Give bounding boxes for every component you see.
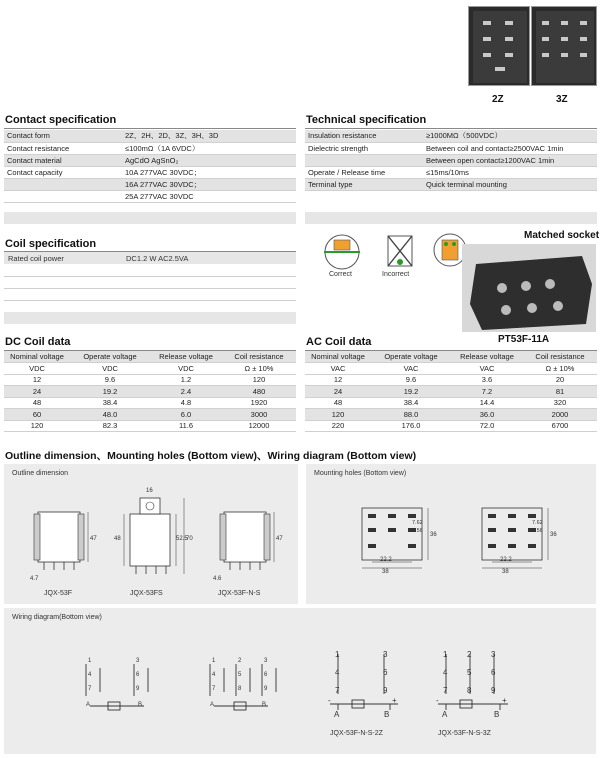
ac-data-row [305, 397, 597, 409]
ac-cell: 320 [523, 397, 597, 409]
w4-plus: + [502, 696, 507, 705]
dc-cell: VDC [150, 363, 222, 375]
contact-key: Contact form [4, 130, 122, 142]
technical-value: Between coil and contact≥2500VAC 1min [423, 142, 597, 154]
contact-spec-table [4, 130, 296, 203]
dim-48: 48 [114, 536, 121, 542]
w1-pin-6: 6 [136, 672, 140, 678]
dim-7-62-b: 7.62 [532, 520, 543, 526]
dc-data-row [4, 397, 296, 409]
dc-cell: 1.2 [150, 374, 222, 386]
contact-row [4, 142, 296, 154]
dc-cell: Nominal voltage [4, 351, 70, 363]
ac-data-row [305, 409, 597, 421]
coil-line-2 [4, 288, 296, 289]
coil-line-1 [4, 276, 296, 277]
w4-pin-8: 8 [467, 686, 472, 695]
dc-cell: Coil resistance [222, 351, 296, 363]
w3-pin-3: 3 [383, 650, 388, 659]
dc-data-row [4, 409, 296, 421]
correct-label: Correct [329, 271, 352, 278]
ac-cell: 176.0 [371, 420, 451, 432]
coil-spec-title: Coil specification [5, 238, 97, 250]
w3-minus: - [328, 696, 331, 705]
ac-cell: 38.4 [371, 397, 451, 409]
dc-data-row [4, 386, 296, 398]
dim-47-a: 47 [90, 536, 97, 542]
dc-cell: 48.0 [70, 409, 150, 421]
dim-38-a: 38 [382, 569, 389, 575]
dc-cell: 120 [222, 374, 296, 386]
ac-cell: Coil resistance [523, 351, 597, 363]
technical-key: Operate / Release time [305, 166, 423, 178]
contact-value: 10A 277VAC 30VDC； [122, 166, 296, 178]
dc-cell: VDC [4, 363, 70, 375]
ac-cell: 14.4 [451, 397, 523, 409]
model-jqx-53f-n-s: JQX-53F-N-S [218, 590, 261, 597]
w4-pin-3: 3 [491, 650, 496, 659]
dc-cell: 6.0 [150, 409, 222, 421]
technical-spec-title: Technical specification [306, 114, 427, 126]
ac-cell: 120 [305, 409, 371, 421]
ac-cell: 220 [305, 420, 371, 432]
w2-pin-8: 8 [238, 686, 242, 692]
label-3z: 3Z [556, 94, 568, 105]
w4-pin-6: 6 [491, 668, 496, 677]
ac-cell: Ω ± 10% [523, 363, 597, 375]
w2-pin-7: 7 [212, 686, 216, 692]
w3-pin-b: B [384, 710, 390, 719]
w4-minus: - [436, 696, 439, 705]
dc-unit-row [4, 363, 296, 375]
w4-pin-5: 5 [467, 668, 472, 677]
w1-pin-7: 7 [88, 686, 92, 692]
dc-header-row [4, 351, 296, 363]
w4-pin-4: 4 [443, 668, 448, 677]
relay-photo-2z [468, 6, 530, 86]
w2-pin-9: 9 [264, 686, 268, 692]
dim-47-b: 47 [276, 536, 283, 542]
dc-cell: 19.2 [70, 386, 150, 398]
ac-unit-row [305, 363, 597, 375]
w3-pin-1: 1 [335, 650, 340, 659]
socket-model: PT53F-11A [498, 334, 550, 345]
dim-4-6: 4.6 [213, 576, 222, 582]
label-2z: 2Z [492, 94, 504, 105]
contact-key [4, 190, 122, 202]
w2-pin-3: 3 [264, 658, 268, 664]
technical-key: Insulation resistance [305, 130, 423, 142]
technical-value: ≤15ms/10ms [423, 166, 597, 178]
contact-rule [4, 128, 296, 129]
w4-pin-b: B [494, 710, 500, 719]
technical-value: Between open contact≥1200VAC 1min [423, 154, 597, 166]
contact-value: AgCdO AgSnO₂ [122, 154, 296, 166]
dc-cell: 3000 [222, 409, 296, 421]
dc-cell: Release voltage [150, 351, 222, 363]
dc-cell: 480 [222, 386, 296, 398]
w4-pin-1: 1 [443, 650, 448, 659]
model-jqx-53f: JQX-53F [44, 590, 73, 597]
technical-row [305, 130, 597, 142]
contact-row [4, 154, 296, 166]
socket-photo [462, 244, 596, 332]
w1-pin-9: 9 [136, 686, 140, 692]
dim-52-5: 52.5 [176, 536, 188, 542]
install-correct-icon [318, 232, 366, 272]
ac-cell: 7.2 [451, 386, 523, 398]
dim-36-b: 36 [550, 532, 557, 538]
technical-graybar [305, 212, 597, 224]
ac-cell: 2000 [523, 409, 597, 421]
contact-key: Contact capacity [4, 166, 122, 178]
dim-5-56-b: 5.56 [532, 528, 543, 534]
ac-cell: VAC [305, 363, 371, 375]
dc-cell: 9.6 [70, 374, 150, 386]
dc-cell: 4.8 [150, 397, 222, 409]
ac-cell: 6700 [523, 420, 597, 432]
w4-pin-9: 9 [491, 686, 496, 695]
relay-2z-pins [469, 7, 531, 87]
dc-cell: 38.4 [70, 397, 150, 409]
w3-pin-6: 6 [383, 668, 388, 677]
ac-cell: 88.0 [371, 409, 451, 421]
wiring-model-2z: JQX-53F-N-S-2Z [330, 730, 383, 737]
technical-row [305, 154, 597, 166]
w4-pin-a: A [442, 710, 448, 719]
dim-36-a: 36 [430, 532, 437, 538]
ac-coil-table [305, 351, 597, 432]
w2-pin-6: 6 [264, 672, 268, 678]
ac-cell: Nominal voltage [305, 351, 371, 363]
contact-row [4, 166, 296, 178]
contact-value: ≤100mΩ（1A 6VDC） [122, 142, 296, 154]
dc-cell: 1920 [222, 397, 296, 409]
ac-cell: Operate voltage [371, 351, 451, 363]
ac-cell: 20 [523, 374, 597, 386]
dc-cell: 2.4 [150, 386, 222, 398]
w2-pin-2: 2 [238, 658, 242, 664]
ac-cell: 81 [523, 386, 597, 398]
ac-cell: 24 [305, 386, 371, 398]
technical-key [305, 154, 423, 166]
dim-16: 16 [146, 488, 153, 494]
contact-value: 25A 277VAC 30VDC [122, 190, 296, 202]
ac-cell: Release voltage [451, 351, 523, 363]
dc-cell: 48 [4, 397, 70, 409]
ac-data-row [305, 386, 597, 398]
dc-cell: 11.6 [150, 420, 222, 432]
outline-drawings [4, 478, 298, 590]
dc-coil-title: DC Coil data [5, 336, 71, 348]
ac-cell: 36.0 [451, 409, 523, 421]
w2-pin-1: 1 [212, 658, 216, 664]
dc-cell: 24 [4, 386, 70, 398]
contact-graybar [4, 212, 296, 224]
dc-data-row [4, 420, 296, 432]
ac-cell: 9.6 [371, 374, 451, 386]
relay-photo-3z [531, 6, 597, 86]
technical-spec-table [305, 130, 597, 191]
technical-key: Dielectric strength [305, 142, 423, 154]
technical-value: ≥1000MΩ（500VDC） [423, 130, 597, 142]
w4-pin-2: 2 [467, 650, 472, 659]
dc-cell: 120 [4, 420, 70, 432]
dc-cell: 60 [4, 409, 70, 421]
ac-cell: 48 [305, 397, 371, 409]
ac-cell: 19.2 [371, 386, 451, 398]
ac-cell: VAC [371, 363, 451, 375]
coil-graybar [4, 312, 296, 324]
outline-panel-title: Outline dimension [12, 470, 69, 477]
w3-pin-a: A [334, 710, 340, 719]
w3-pin-9: 9 [383, 686, 388, 695]
w1-pin-3: 3 [136, 658, 140, 664]
relay-3z-pins [532, 7, 598, 87]
model-jqx-53fs: JQX-53FS [130, 590, 163, 597]
contact-key: Contact resistance [4, 142, 122, 154]
technical-key: Terminal type [305, 178, 423, 190]
rated-coil-label: Rated coil power [8, 254, 64, 263]
ac-data-row [305, 420, 597, 432]
w1-pin-b: B [138, 702, 143, 708]
dc-cell: 12000 [222, 420, 296, 432]
socket-title: Matched socket [524, 230, 600, 241]
dim-4-7: 4.7 [30, 576, 39, 582]
dim-70: 70 [186, 536, 193, 542]
w2-pin-5: 5 [238, 672, 242, 678]
ac-cell: 3.6 [451, 374, 523, 386]
technical-row [305, 178, 597, 190]
w3-pin-7: 7 [335, 686, 340, 695]
w1-pin-4: 4 [88, 672, 92, 678]
technical-row [305, 142, 597, 154]
incorrect-label: Incorrect [382, 271, 410, 278]
dim-5-56-a: 5.56 [412, 528, 423, 534]
dim-22-2-b: 22.2 [500, 557, 512, 563]
dc-cell: Operate voltage [70, 351, 150, 363]
dc-cell: 82.3 [70, 420, 150, 432]
rated-coil-value: DC1.2 W AC2.5VA [126, 254, 189, 263]
outline-title: Outline dimension、Mounting holes (Bottom view)、Wiring diagram (Bottom view) [5, 450, 417, 462]
contact-row [4, 178, 296, 190]
contact-row [4, 190, 296, 202]
dc-coil-table [4, 351, 296, 432]
dc-cell: 12 [4, 374, 70, 386]
technical-value: Quick terminal mounting [423, 178, 597, 190]
wiring-panel-title: Wiring diagram(Bottom view) [12, 614, 102, 621]
contact-spec-title: Contact specification [5, 114, 117, 126]
contact-value: 2Z、2H、2D、3Z、3H、3D [122, 130, 296, 142]
w3-plus: + [392, 696, 397, 705]
install-incorrect-icon [378, 232, 422, 272]
ac-cell: VAC [451, 363, 523, 375]
w2-pin-b: B [262, 702, 267, 708]
contact-row [4, 130, 296, 142]
w2-pin-4: 4 [212, 672, 216, 678]
ac-cell: 72.0 [451, 420, 523, 432]
contact-value: 16A 277VAC 30VDC； [122, 178, 296, 190]
technical-row [305, 166, 597, 178]
w4-pin-7: 7 [443, 686, 448, 695]
w3-pin-4: 4 [335, 668, 340, 677]
w1-pin-1: 1 [88, 658, 92, 664]
w1-pin-a: A [86, 702, 91, 708]
wiring-diagrams [4, 624, 596, 754]
technical-rule [305, 128, 597, 129]
dc-cell: VDC [70, 363, 150, 375]
wiring-model-3z: JQX-53F-N-S-3Z [438, 730, 491, 737]
dim-22-2-a: 22.2 [380, 557, 392, 563]
w2-pin-a: A [210, 702, 215, 708]
dc-cell: Ω ± 10% [222, 363, 296, 375]
coil-line-3 [4, 300, 296, 301]
dc-data-row [4, 374, 296, 386]
dim-38-b: 38 [502, 569, 509, 575]
ac-coil-title: AC Coil data [306, 336, 372, 348]
mounting-panel-title: Mounting holes (Bottom view) [314, 470, 407, 477]
ac-header-row [305, 351, 597, 363]
ac-cell: 12 [305, 374, 371, 386]
contact-key [4, 178, 122, 190]
contact-key: Contact material [4, 154, 122, 166]
ac-data-row [305, 374, 597, 386]
dim-7-62-a: 7.62 [412, 520, 423, 526]
